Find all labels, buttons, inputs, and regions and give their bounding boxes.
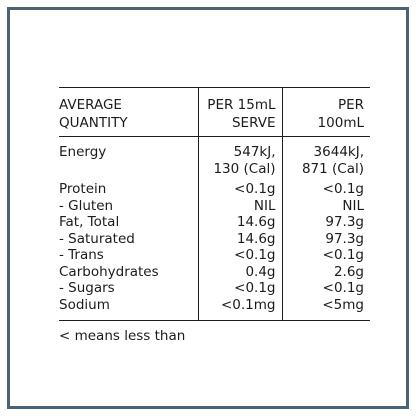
per-100ml-value: <0.1g	[322, 181, 364, 197]
per-100ml-value: 97.3g	[325, 230, 364, 247]
table-body	[59, 137, 370, 321]
per-serve-value: <0.1mg	[198, 297, 282, 321]
table-row	[59, 177, 370, 198]
per-100ml-value: NIL	[342, 197, 364, 214]
per-100ml-value: <5mg	[322, 296, 364, 313]
per-serve-value: NIL	[198, 198, 282, 215]
per-100ml-value: 3644kJ, 871 (Cal)	[301, 144, 364, 177]
nutrient-label: - Gluten	[59, 198, 198, 215]
nutrient-label: - Trans	[59, 247, 198, 264]
nutrient-label: Sodium	[59, 297, 198, 321]
per-serve-value: 0.4g	[198, 264, 282, 281]
table-header-row	[59, 88, 370, 137]
nutrient-label: Protein	[59, 177, 198, 198]
per-serve-value: 14.6g	[198, 231, 282, 248]
nutrient-label: Energy	[59, 137, 198, 178]
nutrient-label: - Saturated	[59, 231, 198, 248]
table-row	[59, 247, 370, 264]
header-average-quantity	[59, 88, 198, 137]
per-serve-value: 14.6g	[198, 214, 282, 231]
nutrition-table	[59, 87, 370, 321]
footnote: < means less than	[59, 328, 186, 344]
per-serve-value: <0.1g	[198, 177, 282, 198]
header-per-100ml	[282, 88, 370, 137]
label-frame	[7, 7, 409, 409]
table-row	[59, 297, 370, 321]
table-row	[59, 280, 370, 297]
nutrition-panel	[59, 87, 370, 345]
nutrient-label: Carbohydrates	[59, 264, 198, 281]
table-row	[59, 137, 370, 178]
table-row	[59, 231, 370, 248]
table-row	[59, 214, 370, 231]
per-serve-value: <0.1g	[198, 280, 282, 297]
per-serve-value: 547kJ, 130 (Cal)	[198, 137, 282, 178]
per-100ml-value: <0.1g	[322, 280, 364, 296]
per-100ml-value: <0.1g	[322, 247, 364, 263]
header-label-text: AVERAGE QUANTITY	[59, 97, 128, 131]
nutrient-label: - Sugars	[59, 280, 198, 297]
per-100ml-value: 2.6g	[333, 263, 364, 280]
table-row	[59, 264, 370, 281]
nutrient-label: Fat, Total	[59, 214, 198, 231]
per-100ml-value: 97.3g	[325, 214, 364, 230]
table-row	[59, 198, 370, 215]
per-serve-value: <0.1g	[198, 247, 282, 264]
header-serve-text: PER 15mL SERVE	[207, 97, 276, 131]
header-per-serve	[198, 88, 282, 137]
header-100-text: PER 100mL	[317, 97, 364, 131]
